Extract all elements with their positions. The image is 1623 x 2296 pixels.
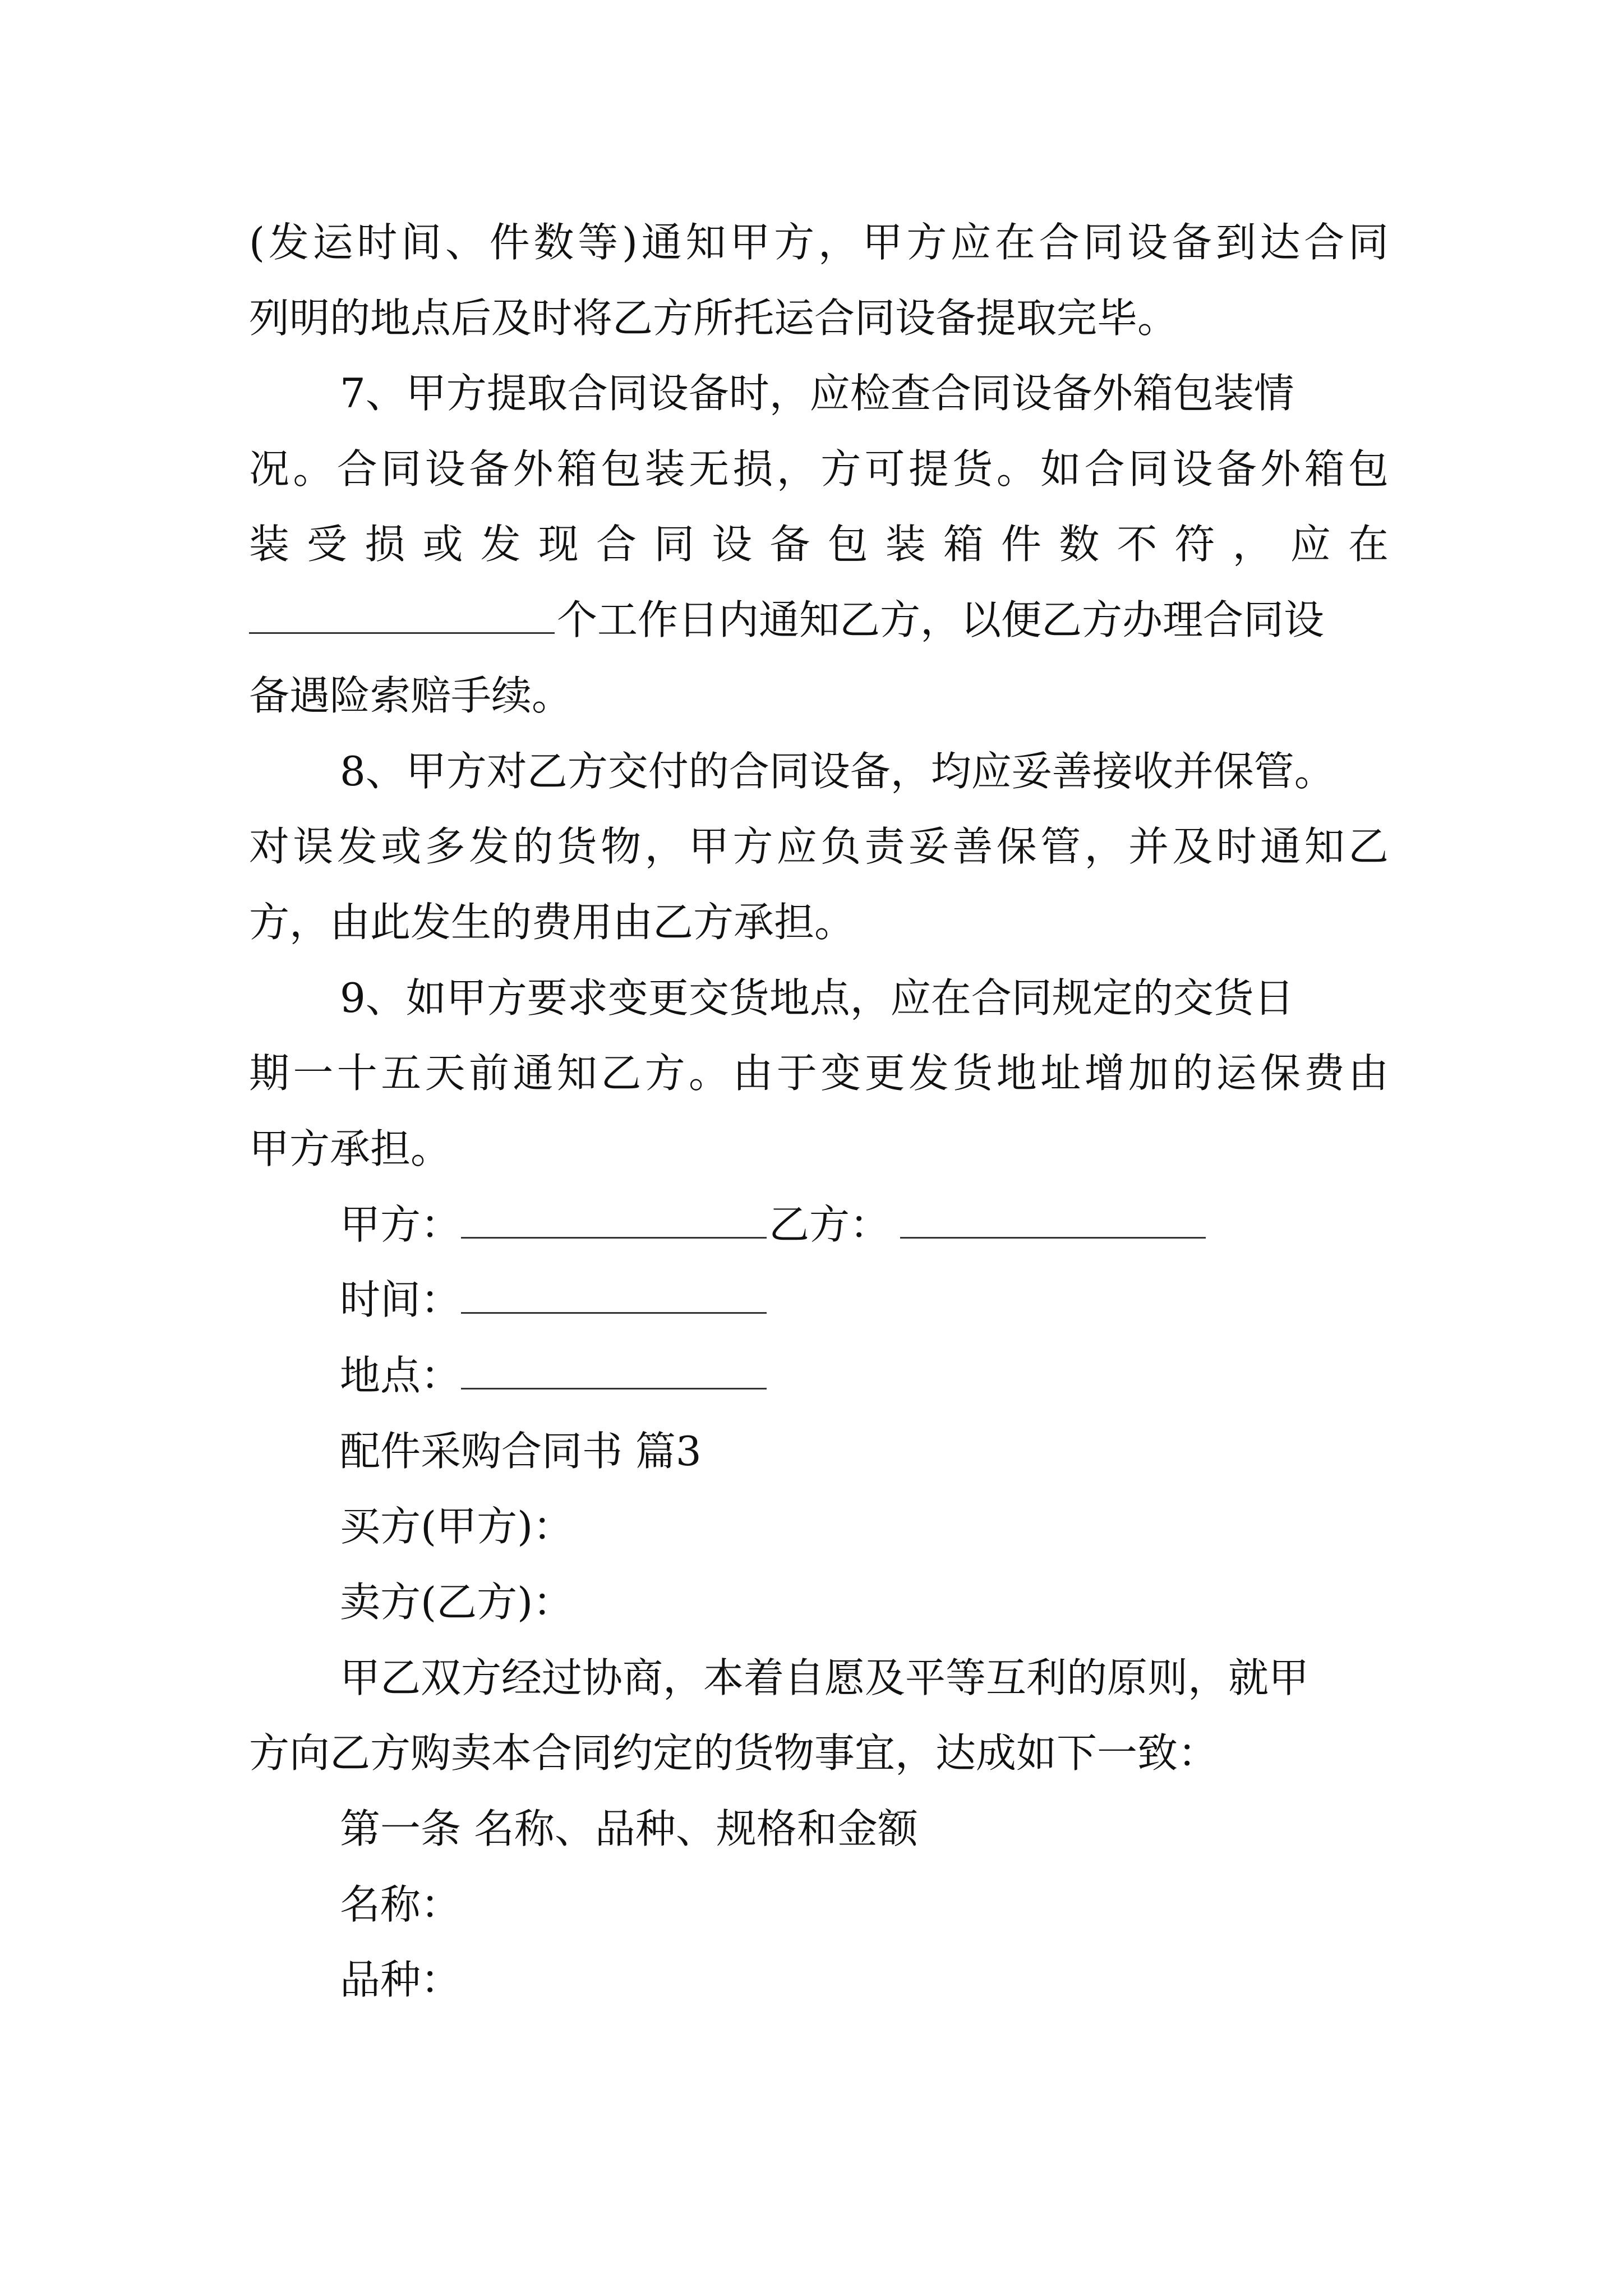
intro-line-1: 甲乙双方经过协商，本着自愿及平等互利的原则，就甲	[340, 1654, 1310, 1701]
paragraph-9-line-3: 甲方承担。	[249, 1125, 451, 1172]
time-blank	[461, 1278, 767, 1314]
seller-label: 卖方(乙方)：	[340, 1579, 574, 1626]
party-a-label: 甲方：	[340, 1201, 462, 1248]
article-1-heading: 第一条 名称、品种、规格和金额	[340, 1805, 918, 1852]
party-b-label: 乙方：	[769, 1201, 891, 1248]
signature-time-line	[340, 1266, 769, 1333]
paragraph-8-line-1: 8、甲方对乙方交付的合同设备，均应妥善接收并保管。	[340, 748, 1335, 795]
section-title: 配件采购合同书 篇3	[340, 1428, 702, 1475]
party-a-blank	[461, 1203, 767, 1239]
party-b-blank	[900, 1203, 1206, 1239]
paragraph-6-line-1: (发运时间、件数等)通知甲方，甲方应在合同设备到达合同	[249, 219, 1389, 266]
paragraph-7-line-4-text: 个工作日内通知乙方，以便乙方办理合同设	[557, 596, 1325, 643]
paragraph-8-line-2: 对误发或多发的货物，甲方应负责妥善保管，并及时通知乙	[249, 823, 1389, 870]
paragraph-7-line-3: 装受损或发现合同设备包装箱件数不符，应在	[249, 521, 1389, 568]
blank-field	[249, 599, 555, 634]
time-label: 时间：	[340, 1276, 462, 1323]
paragraph-7-line-1: 7、甲方提取合同设备时，应检查合同设备外箱包装情	[340, 370, 1294, 417]
variety-label: 品种：	[340, 1956, 462, 2003]
paragraph-9-line-2: 期一十五天前通知乙方。由于变更发货地址增加的运保费由	[249, 1050, 1389, 1097]
intro-line-2: 方向乙方购卖本合同约定的货物事宜，达成如下一致：	[249, 1729, 1219, 1777]
paragraph-9-line-1: 9、如甲方要求变更交货地点，应在合同规定的交货日	[340, 974, 1294, 1022]
place-label: 地点：	[340, 1352, 462, 1399]
paragraph-8-line-3: 方，由此发生的费用由乙方承担。	[249, 899, 855, 946]
signature-parties-line	[340, 1191, 1206, 1258]
place-blank	[461, 1354, 767, 1389]
paragraph-6-line-2: 列明的地点后及时将乙方所托运合同设备提取完毕。	[249, 295, 1178, 342]
paragraph-7-line-5: 备遇险索赔手续。	[249, 672, 573, 719]
paragraph-7-line-4	[249, 586, 1324, 654]
buyer-label: 买方(甲方)：	[340, 1503, 574, 1550]
paragraph-7-line-2: 况。合同设备外箱包装无损，方可提货。如合同设备外箱包	[249, 445, 1389, 493]
signature-place-line	[340, 1342, 769, 1409]
name-label: 名称：	[340, 1881, 462, 1928]
